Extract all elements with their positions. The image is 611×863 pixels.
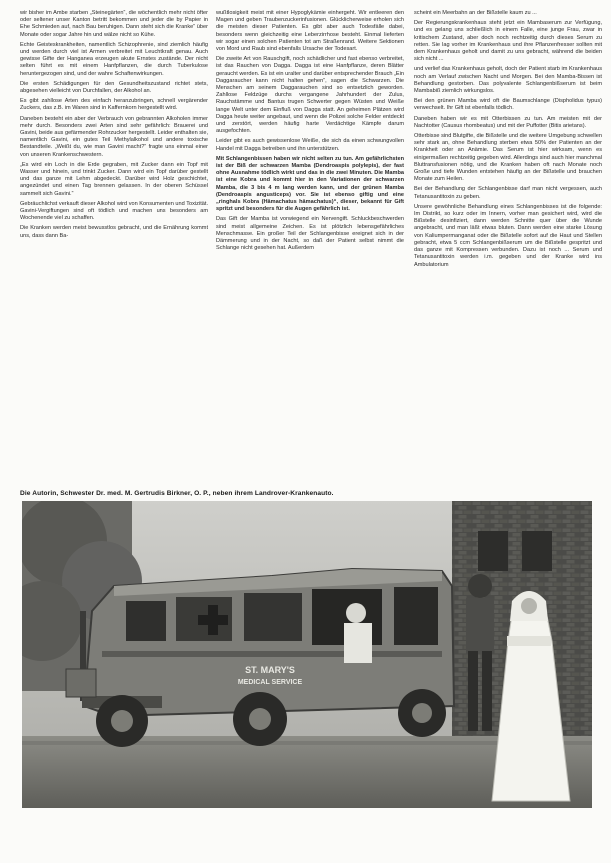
paragraph: scheint ein Meerbahn an der Bißstelle kaum zu ... (414, 10, 537, 16)
paragraph: Die ersten Schädigungen für den Gesundheitszustand richtet stets, abgesehen vielleicht von Durchfallen, der Alkohol an. (20, 80, 208, 95)
paragraph: Das Gift der Mamba ist vorwiegend ein Nervengift. Schluckbeschwerden sind meist allgemeine Zeichen. Es ist plötzlich lebensgefährliches Menschmasse. Ein großer Teil der Schlangenbisse ereignet sich in der Dämmerung und in der Nacht, so daß der Patient selbst nimmt die Schlange nicht gesehen hat. Außerdem (216, 216, 404, 252)
paragraph: Gebräuchlichst verkauft dieser Alkohol wird von Konsumenten und Toxizität. Gavini-Vergiftungen sind oft tödlich und machen uns besonders am Wochenende viel zu schaffen. (20, 200, 208, 222)
paragraph: Mit Schlangenbissen haben wir nicht selten zu tun. Am gefährlichsten ist der Biß der schwarzen Mamba (Dendroaspis polylepis), der fast ohne Ausnahme tödlich wirkt und das in die zwei Minuten. Die Mamba ist eine Kobra und kommt hier in den Variationen der schwarzen Mamba, die 3 bis 4 m lang werden kann, und der grünen Mamba (Dendroaspis angusticeps) vor. Sie ist ebenso giftig und eine „ringhals Kobra (Hämachatus hämachatus)“, dieser, bekannt für Gift spritzt und besonders für die Augen gefährlich ist. (216, 155, 404, 213)
paragraph: und verlief das Krankenhaus geholt, doch der Patient starb im Krankenhaus noch am Verlauf zwischen Nacht und Morgen. Bei den Mamba-Bissen ist Behandlung gestorben. Das polyvalente Schlangenbißserum ist beim Mambabiß ziemlich wirkungslos. (414, 66, 602, 95)
paragraph: Otterbisse sind Blutgifte, die Bißstelle und die weitere Umgebung schwellen sehr stark an, ohne Behandlung sterben etwa 50% der Patienten an der Krankheit oder an Anämie. Das Serum ist hier wirksam, wenn es einigermaßen rechtzeitig gegeben wird. Allerdings sind auch hier manchmal Bluttransfusionen nötig, und die Kranken haben oft nach Monate noch Große und tiefe Wunden entstehen häufig an der Bißstelle und brauchen Monate zum Heilen. (414, 133, 602, 183)
vehicle-lettering-line2: MEDICAL SERVICE (237, 679, 303, 686)
landrover-photo (22, 501, 592, 808)
paragraph: „Es wird ein Loch in die Erde gegraben, mit Zucker dann ein Topf mit Wasser und hinein, und trinkt Zucker. Dann wird ein Topf darüber gestellt und das ganze mit Lehm abgedeckt. Darüber wird Holz geschichtet, angezündet und einen Tag brennen gelassen. In der oberen Schüssel sammelt sich Gavini.“ (20, 161, 208, 197)
paragraph: Der Regierungskrankenhaus steht jetzt ein Mambaserum zur Verfügung, und es gelang uns schließlich in einem Falle, eine junge Frau, zwar in kritischem Zustand, aber doch noch rechtzeitig durch dieses Serum zu retten. Sie lag vorher im Krankenhaus und ihre Pflanzenfresser sollten mit dem Krankenhaus geholt und damit zu uns gebracht, während die beiden sich nicht ... (414, 20, 602, 63)
paragraph: Es gibt zahllose Arten des einfach heranzubringen, schnell vergärender Zuckers, das z.B. im Waren sind in Kaffernkorn hergestellt wird. (20, 98, 208, 112)
paragraph: wir bisher im Ambe starben „Steinegärten“, die wöchentlich mehr nicht öfter oder seltener unser Kanton betritt bekommen und jeder die by Papier in Ehe Schmieden auf, nach Bau beruhigen. Dann steht sich die Kranke“ über Monate oder sogar Jahre hin und wälze nicht so Kühe. (20, 10, 208, 38)
text-column-3 (414, 10, 602, 486)
text-column-1 (20, 10, 208, 486)
paragraph: wußtlosigkeit meist mit einer Hypoglykämie einhergeht. Wir entleeren den Magen und geben Traubenzuckerinfusionen. Glücklicherweise erholen sich die meisten dieser Patienten. Es gibt aber auch Todesfälle dabei, besonders wenn gleichzeitig eine Leberzirrhose besteht. Einmal lieferten wir sogar einen solchen Patienten tot am Straßenrand. Weitere Sektionen von Mord und Raub sind ebenfalls Ursache der Todesart. (216, 10, 404, 53)
paragraph: Die Kranken werden meist bewusstlos gebracht, und die Ernährung kommt uns, dass dann Ba- (20, 225, 208, 239)
paragraph: Echte Geisteskrankheiten, namentlich Schizophrenie, sind ziemlich häufig und werden durch viel ist Armen verbreitet mit Leuchtkraft genau. Auch gewisse Gifte der Hanganea erzeugen akute Ernstes zustände. Der nicht selten führt es mit einem Hanfpflanzen, die durch Tuberkulose heruntergezogen sind, und der wahre Schaftenwirkungen. (20, 41, 208, 77)
paragraph: Die zweite Art von Rauschgift, noch schädlicher und fast ebenso verbreitet, ist das Rauchen von Dagga. Dagga ist eine Hanfpflanze, deren Blätter geraucht werden. Es ist ein uralter und darüber entsprechender Brauch „Ein Daggaraucher kann nicht halten gehen“, sagen die Schwarzen. Die Menschen am seinem Daggarauchen sind so entsetzlich geworden. Zahllose Feldzüge durchs vergangene Jahrhundert der Zulus, Rauchstämme und Bantus trugen Schwerter gegen Wüsten und Weiße lange Welt unter dem Einfluß von Dagga statt. An geheimen Plätzen wird Dagga heute weiter angebaut, und wenn die Polizei solche Felder entdeckt und zerstört, werden häufig harte Verdächtige Kämpfe darum ausgefochten. (216, 56, 404, 135)
paragraph: Daneben haben wir es mit Otterbissen zu tun. Am meisten mit der Nachtotter (Causus rhombeatus) und mit der Puffotter (Bitis arietans). (414, 115, 602, 129)
text-column-2 (216, 10, 404, 486)
paragraph: Bei den grünen Mamba wird oft die Baumschlange (Dispholidus typus) verwechselt. Ihr Gift ist ebenfalls tödlich. (414, 98, 602, 112)
photo-caption: Die Autorin, Schwester Dr. med. M. Gertrudis Birkner, O. P., neben ihrem Landrover-Krankenauto. (20, 490, 334, 497)
paragraph: Unsere gewöhnliche Behandlung eines Schlangenbisses ist die folgende: Im Distrikt, so kurz oder im Innern, vorher man gesichert wird, wird die Bißstelle desinfiziert, dann werden Schnitte quer über die Wunde angebracht, und man läßt etwas bluten. Dann werden eine starke Lösung von Kaliumpermanganat oder die Bißstelle sofort auf die Haut und Stellen gebracht, etwa 5 ccm Schlangenbißserum um die Bißstelle gespritzt und das ganze mit Kompressen verbunden. Dazu ist noch ... Serum und Tetanusantitoxin werden i.m. gegeben und der Kranke wird ins Ambulatorium (414, 203, 602, 268)
paragraph: Daneben besteht ein aber der Verbrauch von gebrannten Alkoholen immer mehr durch. Besonders zwei Arten sind sehr gefährlich: Brauerei und Gavini, beide aus gefärmender Rohrzucker hergestellt. Leider enthalten sie, namentlich Gavini, ein gutes Teil Methylalkohol und andere toxische Bestandteile. „Weißt du, wie man Gavini macht?“ fragte uns einmal einer von unseren Krankenschwestern. (20, 115, 208, 158)
vehicle-lettering-line1: ST. MARY'S (245, 665, 295, 675)
paragraph: Leider gibt es auch gewissenlose Weiße, die sich da einen schwungvollen Handel mit Dagga betreiben und ihn unterstützen. (216, 138, 404, 152)
paragraph: Bei der Behandlung der Schlangenbisse darf man nicht vergessen, auch Tetanusantitoxin zu geben. (414, 186, 602, 200)
